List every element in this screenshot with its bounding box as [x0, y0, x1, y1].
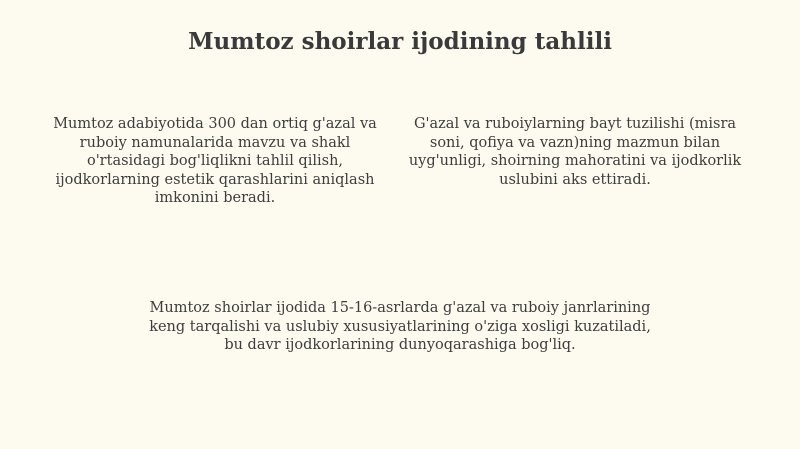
paragraph-left: Mumtoz adabiyotida 300 dan ortiq g'azal va ruboiy namunalarida mavzu va shakl o'rtasidagi bog'liqlikni tahlil qilish, ijodkorlarning estetik qarashlarini aniqlash imkonini beradi. [53, 116, 377, 206]
paragraph-right: G'azal va ruboiylarning bayt tuzilishi (misra soni, qofiya va vazn)ning mazmun bilan uyg'unligi, shoirning mahoratini va ijodkorlik uslubini aks ettiradi. [408, 116, 742, 188]
paragraph-bottom: Mumtoz shoirlar ijodida 15-16-asrlarda g'azal va ruboiy janrlarining keng tarqalishi va uslubiy xususiyatlarining o'ziga xosligi kuzatiladi, bu davr ijodkorlarining dunyoqarashiga bog'liq. [149, 300, 651, 353]
slide-title: Mumtoz shoirlar ijodining tahlili [188, 28, 612, 55]
